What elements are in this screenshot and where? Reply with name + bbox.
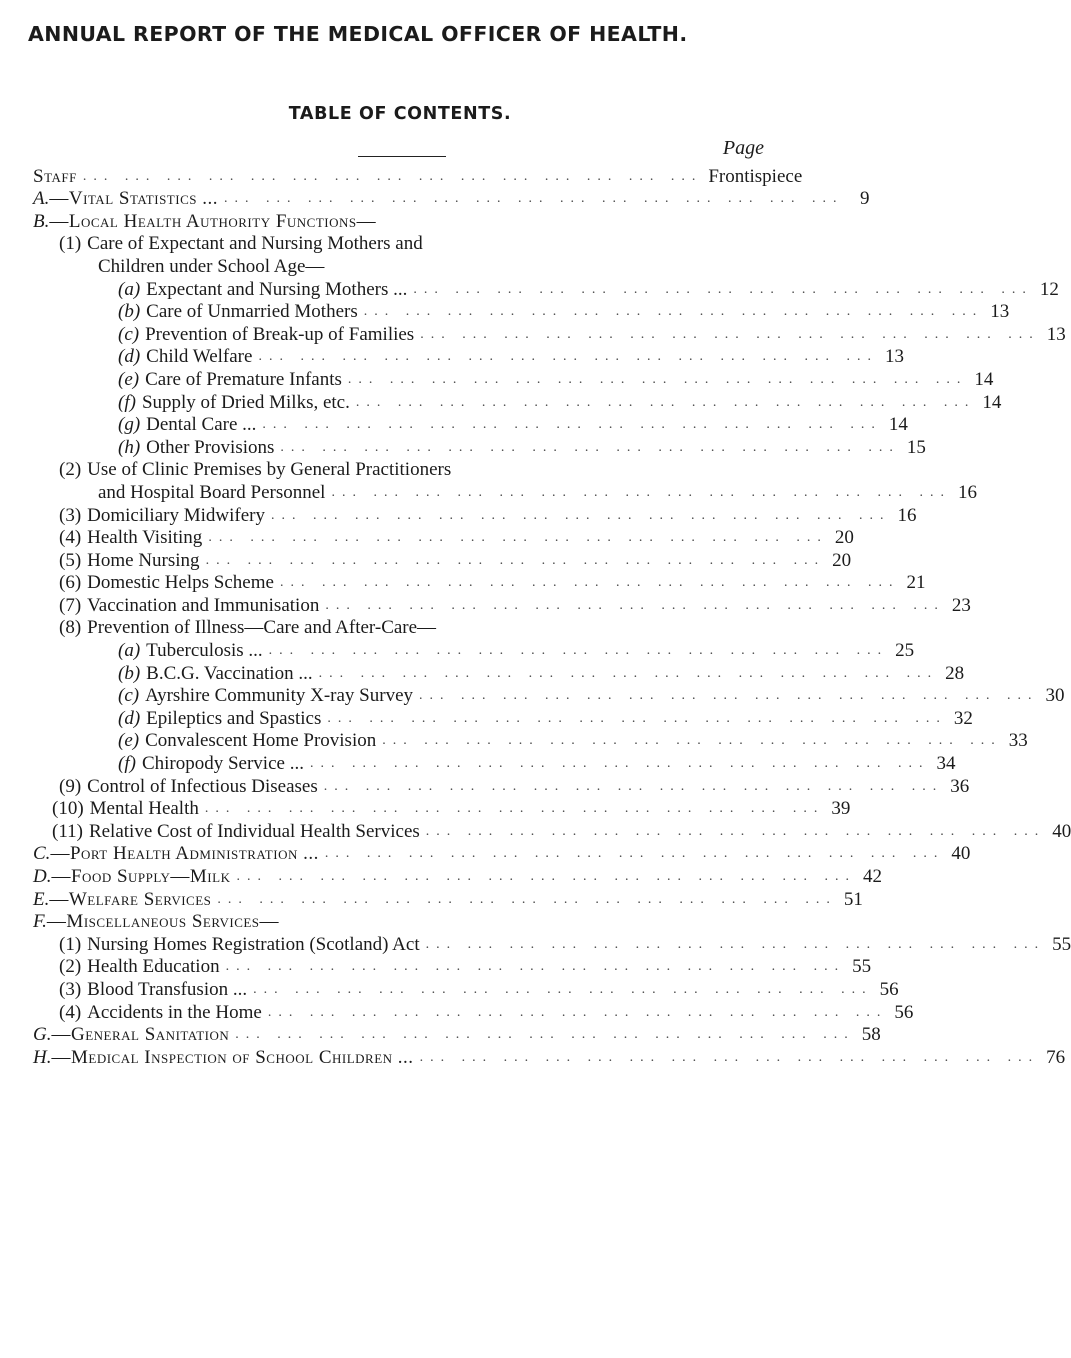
toc-entry-g[interactable]: [0, 1023, 881, 1046]
toc-label: B.C.G. Vaccination ...: [146, 662, 313, 684]
item-number: (4): [59, 1001, 82, 1023]
toc-page: 14: [982, 391, 1002, 413]
toc-page: 9: [859, 188, 870, 210]
dot-leader: ... ... ... ... ... ... ... ... ... ... ... ... ... ... ...: [382, 733, 1002, 749]
toc-entry-f4[interactable]: [0, 1000, 914, 1023]
toc-entry-b8e[interactable]: [0, 729, 1028, 752]
toc-label: Epileptics and Spastics: [146, 707, 322, 729]
toc-label: Mental Health: [89, 798, 199, 820]
item-number: (1): [59, 233, 82, 255]
dot-leader: ... ... ... ... ... ... ... ... ... ... ... ... ... ... ...: [267, 1004, 888, 1020]
toc-label: Other Provisions: [146, 436, 275, 458]
item-number: (7): [59, 594, 82, 616]
item-letter: (b): [118, 662, 141, 684]
toc-entry-b2-continued[interactable]: [0, 480, 977, 503]
toc-page: 40: [951, 843, 971, 865]
toc-label: Care of Premature Infants: [145, 368, 342, 390]
dot-leader: ... ... ... ... ... ... ... ... ... ... ... ... ... ... ...: [82, 168, 703, 184]
toc-entry-b1c[interactable]: [0, 322, 1066, 345]
toc-entry-b8a[interactable]: [0, 638, 915, 662]
toc-page: 20: [832, 549, 852, 571]
toc-label: Expectant and Nursing Mothers ...: [146, 278, 408, 300]
toc-entry-h[interactable]: [0, 1045, 1066, 1068]
item-letter: (a): [118, 640, 141, 662]
toc-label: Convalescent Home Provision: [145, 730, 377, 752]
toc-page: 55: [852, 956, 872, 978]
toc-page: 56: [879, 978, 899, 1000]
toc-label: Tuberculosis ...: [146, 640, 263, 662]
toc-page: 12: [1039, 278, 1059, 300]
toc-page: 32: [953, 707, 973, 729]
item-number: (8): [59, 617, 82, 639]
dot-leader: ... ... ... ... ... ... ... ... ... ... ... ... ... ... ...: [217, 891, 837, 907]
toc-page: 76: [1046, 1046, 1066, 1068]
toc-page: 13: [990, 301, 1010, 323]
item-letter: (g): [118, 414, 141, 436]
dot-leader: ... ... ... ... ... ... ... ... ... ... ... ... ... ... ...: [225, 959, 846, 975]
dot-leader: ... ... ... ... ... ... ... ... ... ... ... ... ... ... ...: [419, 1049, 1040, 1065]
report-header: ANNUAL REPORT OF THE MEDICAL OFFICER OF HEALTH.: [28, 22, 688, 46]
dot-leader: ... ... ... ... ... ... ... ... ... ... ... ... ... ... ...: [331, 484, 951, 500]
dot-leader: ... ... ... ... ... ... ... ... ... ... ... ... ... ... ...: [419, 688, 1039, 704]
dot-leader: ... ... ... ... ... ... ... ... ... ... ... ... ... ... ...: [253, 981, 873, 997]
toc-page: 20: [834, 527, 854, 549]
dot-leader: ... ... ... ... ... ... ... ... ... ... ... ... ... ... ...: [309, 756, 930, 772]
dot-leader: ... ... ... ... ... ... ... ... ... ... ... ... ... ... ...: [425, 823, 1046, 839]
dot-leader: ... ... ... ... ... ... ... ... ... ... ... ... ... ... ...: [413, 281, 1033, 297]
toc-label-continued: Children under School Age—: [98, 255, 325, 277]
toc-entry-b1[interactable]: [0, 232, 800, 255]
dot-leader: ... ... ... ... ... ... ... ... ... ... ... ... ... ... ...: [327, 710, 947, 726]
toc-entry-b6[interactable]: [0, 571, 926, 594]
toc-label: Dental Care ...: [146, 414, 257, 436]
toc-entry-b1-continued: [0, 254, 800, 277]
dot-leader: ... ... ... ... ... ... ... ... ... ... ... ... ... ... ...: [420, 326, 1040, 342]
toc-label: —Miscellaneous Services—: [46, 911, 280, 933]
toc-label: Care of Expectant and Nursing Mothers and: [87, 233, 423, 255]
item-number: (6): [59, 572, 82, 594]
toc-entry-c[interactable]: [0, 842, 971, 865]
toc-label: —Port Health Administration ...: [50, 843, 319, 865]
toc-entry-b11[interactable]: [0, 819, 1071, 842]
toc-entry-b9[interactable]: [0, 774, 970, 797]
toc-page: 30: [1045, 685, 1065, 707]
dot-leader: ... ... ... ... ... ... ... ... ... ... ... ... ... ... ...: [425, 936, 1046, 952]
toc-label: Supply of Dried Milks, etc.: [141, 391, 350, 413]
toc-entry-f2[interactable]: [0, 955, 872, 978]
item-letter: (e): [118, 730, 140, 752]
item-number: (3): [59, 504, 82, 526]
toc-label: Domestic Helps Scheme: [87, 572, 274, 594]
toc-entry-b1b[interactable]: [0, 300, 1010, 323]
toc-page: 55: [1052, 933, 1071, 955]
toc-label: Control of Infectious Diseases: [87, 775, 318, 797]
toc-entry-b8b[interactable]: [0, 661, 965, 684]
dot-leader: ... ... ... ... ... ... ... ... ... ... ... ... ... ... ...: [223, 191, 844, 207]
toc-page: 33: [1008, 730, 1028, 752]
toc-label: —Medical Inspection of School Children ...: [51, 1046, 414, 1068]
toc-page: 56: [894, 1001, 914, 1023]
dot-leader: ... ... ... ... ... ... ... ... ... ... ... ... ... ... ...: [236, 869, 856, 884]
item-letter: (f): [118, 753, 136, 775]
toc-entry-f[interactable]: [0, 910, 800, 933]
item-number: (3): [59, 978, 82, 1000]
toc-page: 36: [950, 775, 970, 797]
toc-label-continued: and Hospital Board Personnel: [98, 481, 326, 503]
toc-label: Staff: [33, 165, 77, 187]
dot-leader: ... ... ... ... ... ... ... ... ... ... ... ... ... ... ...: [270, 507, 891, 523]
toc-page: 34: [936, 753, 956, 775]
toc-entry-staff[interactable]: [0, 164, 803, 187]
toc-label: Accidents in the Home: [87, 1001, 262, 1023]
toc-label: Prevention of Illness—Care and After-Care—: [87, 617, 437, 639]
toc-page: 39: [831, 798, 851, 820]
dot-leader: ... ... ... ... ... ... ... ... ... ... ... ... ... ... ...: [280, 439, 900, 455]
dot-leader: ... ... ... ... ... ... ... ... ... ... ... ... ... ... ...: [204, 801, 825, 817]
item-number: (2): [59, 459, 82, 481]
toc-label: Blood Transfusion ...: [87, 978, 248, 1000]
toc-page: 42: [862, 866, 882, 887]
page-column-heading: Page: [722, 137, 764, 159]
item-number: (4): [59, 527, 82, 549]
page-title: TABLE OF CONTENTS.: [288, 104, 512, 124]
toc-page: 13: [884, 346, 904, 368]
item-number: (2): [59, 956, 82, 978]
dot-leader: ... ... ... ... ... ... ... ... ... ... ... ... ... ... ...: [262, 417, 882, 433]
toc-entry-a[interactable]: [0, 187, 870, 210]
toc-page: 25: [895, 640, 915, 662]
dot-leader: ... ... ... ... ... ... ... ... ... ... ... ... ... ... ...: [258, 349, 878, 365]
toc-label: Chiropody Service ...: [141, 753, 304, 775]
toc-entry-b5[interactable]: [0, 548, 852, 571]
toc-entry-b8d[interactable]: [0, 706, 973, 729]
toc-label: Relative Cost of Individual Health Services: [88, 820, 420, 842]
toc-label: Care of Unmarried Mothers: [146, 301, 358, 323]
toc-page: 51: [843, 888, 863, 910]
toc-entry-b2[interactable]: [0, 458, 800, 481]
toc-label: Nursing Homes Registration (Scotland) Act: [87, 933, 420, 955]
toc-entry-b1g[interactable]: [0, 413, 908, 436]
toc-entry-d[interactable]: [0, 864, 882, 887]
item-letter: (a): [118, 278, 141, 300]
toc-page: 28: [945, 662, 965, 684]
toc-label: Health Education: [87, 956, 220, 978]
section-letter: D.: [33, 866, 52, 887]
toc-entry-b1d[interactable]: [0, 345, 904, 368]
item-number: (9): [59, 775, 82, 797]
toc-label: —Local Health Authority Functions—: [49, 210, 377, 232]
dot-leader: ... ... ... ... ... ... ... ... ... ... ... ... ... ... ...: [325, 597, 945, 613]
toc-entry-b3[interactable]: [0, 503, 917, 526]
dot-leader: ... ... ... ... ... ... ... ... ... ... ... ... ... ... ...: [208, 530, 828, 546]
toc-label: Prevention of Break-up of Families: [145, 323, 415, 345]
section-letter: G.: [33, 1024, 52, 1046]
dot-leader: ... ... ... ... ... ... ... ... ... ... ... ... ... ... ...: [279, 575, 900, 591]
toc-label: —Welfare Services: [49, 888, 212, 910]
toc-label: Health Visiting: [87, 527, 203, 549]
toc-entry-b7[interactable]: [0, 593, 971, 616]
dot-leader: ... ... ... ... ... ... ... ... ... ... ... ... ... ... ...: [318, 665, 939, 681]
toc-entry-b[interactable]: [0, 209, 800, 232]
toc-page: 14: [888, 414, 908, 436]
toc-label: —Vital Statistics ...: [49, 188, 218, 210]
toc-entry-f1[interactable]: [0, 932, 1071, 955]
section-letter: C.: [33, 843, 51, 865]
toc-entry-b1a[interactable]: [0, 277, 1059, 300]
section-letter: A.: [33, 188, 50, 210]
section-letter: E.: [33, 888, 50, 910]
dot-leader: ... ... ... ... ... ... ... ... ... ... ... ... ... ... ...: [363, 304, 984, 320]
toc-page: 21: [906, 572, 926, 594]
toc-page: 16: [957, 481, 977, 503]
item-letter: (h): [118, 436, 141, 458]
toc-label: Vaccination and Immunisation: [87, 594, 320, 616]
item-letter: (c): [118, 323, 140, 345]
toc-label: Domiciliary Midwifery: [87, 504, 265, 526]
toc-entry-b1f[interactable]: [0, 390, 1002, 413]
item-letter: (e): [118, 368, 140, 390]
section-letter: H.: [33, 1046, 52, 1068]
item-letter: (d): [118, 707, 141, 729]
toc-label: Use of Clinic Premises by General Practitioners: [87, 459, 452, 481]
item-letter: (b): [118, 301, 141, 323]
item-number: (11): [52, 820, 83, 842]
toc-entry-b8c[interactable]: [0, 684, 1065, 707]
toc-label: Child Welfare: [146, 346, 253, 368]
dot-leader: ... ... ... ... ... ... ... ... ... ... ... ... ... ... ...: [347, 371, 968, 387]
item-number: (1): [59, 933, 82, 955]
toc-page: Frontispiece: [708, 165, 803, 187]
toc-page: 15: [906, 436, 926, 458]
dot-leader: ... ... ... ... ... ... ... ... ... ... ... ... ... ... ...: [235, 1027, 855, 1043]
toc-page: 14: [974, 368, 994, 390]
toc-page: 58: [861, 1024, 881, 1046]
toc-entry-b1e[interactable]: [0, 367, 994, 390]
toc-label: Ayrshire Community X-ray Survey: [145, 685, 414, 707]
item-letter: (c): [118, 685, 140, 707]
dot-leader: ... ... ... ... ... ... ... ... ... ... ... ... ... ... ...: [324, 846, 945, 862]
section-letter: F.: [33, 911, 47, 933]
toc-entry-b1h[interactable]: [0, 435, 926, 458]
toc-entry-f3[interactable]: [0, 977, 899, 1000]
toc-entry-b10[interactable]: [0, 797, 851, 820]
item-letter: (f): [118, 391, 136, 413]
toc-page: 40: [1052, 820, 1071, 842]
title-rule: [358, 156, 446, 157]
table-of-contents: [0, 164, 1071, 1068]
toc-label: —General Sanitation: [51, 1024, 230, 1046]
item-number: (10): [52, 798, 84, 820]
toc-entry-e[interactable]: [0, 887, 863, 910]
toc-entry-b8f[interactable]: [0, 751, 956, 775]
toc-entry-b8[interactable]: [0, 616, 800, 639]
toc-page: 23: [951, 594, 971, 616]
toc-label: —Food Supply—Milk: [51, 866, 231, 887]
dot-leader: ... ... ... ... ... ... ... ... ... ... ... ... ... ... ...: [355, 394, 976, 410]
item-number: (5): [59, 549, 82, 571]
dot-leader: ... ... ... ... ... ... ... ... ... ... ... ... ... ... ...: [323, 778, 944, 794]
item-letter: (d): [118, 346, 141, 368]
dot-leader: ... ... ... ... ... ... ... ... ... ... ... ... ... ... ...: [205, 552, 826, 568]
toc-label: Home Nursing: [87, 549, 200, 571]
dot-leader: ... ... ... ... ... ... ... ... ... ... ... ... ... ... ...: [268, 643, 889, 659]
toc-page: 16: [897, 504, 917, 526]
toc-page: 13: [1046, 323, 1066, 345]
section-letter: B.: [33, 210, 50, 232]
toc-entry-b4[interactable]: [0, 526, 854, 549]
